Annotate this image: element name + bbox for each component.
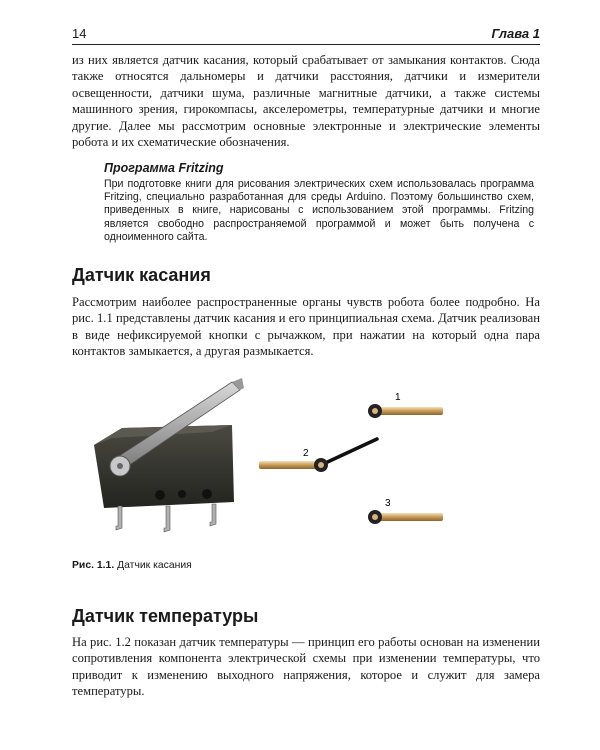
- caption-label: Рис. 1.1.: [72, 560, 115, 571]
- intro-paragraph: из них является датчик касания, который срабатывает от замыкания контактов. Сюда также относятся дальномеры и датчики расстояния, датчики и измерители освещенности, датчики шума, различные магнитные датчики, а также системы машинного зрения, гирокомпасы, акселерометры, температурные датчики и многие другие. Далее мы рассмотрим основные электронные и электрические элементы робота и их схематические обозначения.: [72, 53, 540, 150]
- switch-blade: [321, 439, 377, 465]
- microswitch-photo: [82, 370, 252, 540]
- temperature-paragraph: На рис. 1.2 показан датчик температуры — принцип его работы основан на изменении сопротивления компонента электрической схемы при изменении температуры, что приводит к изменению выходного напряжения, которое и служит для замера температуры.: [72, 635, 540, 699]
- section-heading-temperature: Датчик температуры: [72, 606, 259, 626]
- note-body: При подготовке книги для рисования электрических схем использовалась программа Fritzing, специально разработанная для среды Arduino. Поэтому большинство схем, приведенных в книге, нарисованы с использованием этой программы. Fritzing является свободно распространяемой программой и может быть получена с одноименного сайта.: [104, 178, 534, 243]
- chapter-title: Глава 1: [491, 26, 540, 41]
- touch-paragraph: Рассмотрим наиболее распространенные органы чувств робота более подробно. На рис. 1.1 представлены датчик касания и его принципиальная схема. Датчик реализован в виде нефиксируемой кнопки с рычажком, при нажатии на который одна пара контактов замыкается, а другая размыкается.: [72, 295, 540, 359]
- fritzing-note: [104, 161, 534, 244]
- switch-schematic: [255, 385, 455, 535]
- note-title: Программа Fritzing: [104, 161, 224, 175]
- pin-label-2: 2: [303, 448, 309, 459]
- pin-label-3: 3: [385, 498, 391, 509]
- caption-text: Датчик касания: [117, 560, 192, 571]
- page-number: 14: [72, 26, 87, 41]
- contact-1-lead: [373, 407, 443, 415]
- figure-caption: [72, 560, 192, 571]
- pin-label-1: 1: [395, 392, 401, 403]
- page-header: [72, 26, 540, 45]
- contact-3-lead: [373, 513, 443, 521]
- section-heading-touch: Датчик касания: [72, 265, 211, 285]
- contact-2-lead: [259, 461, 321, 469]
